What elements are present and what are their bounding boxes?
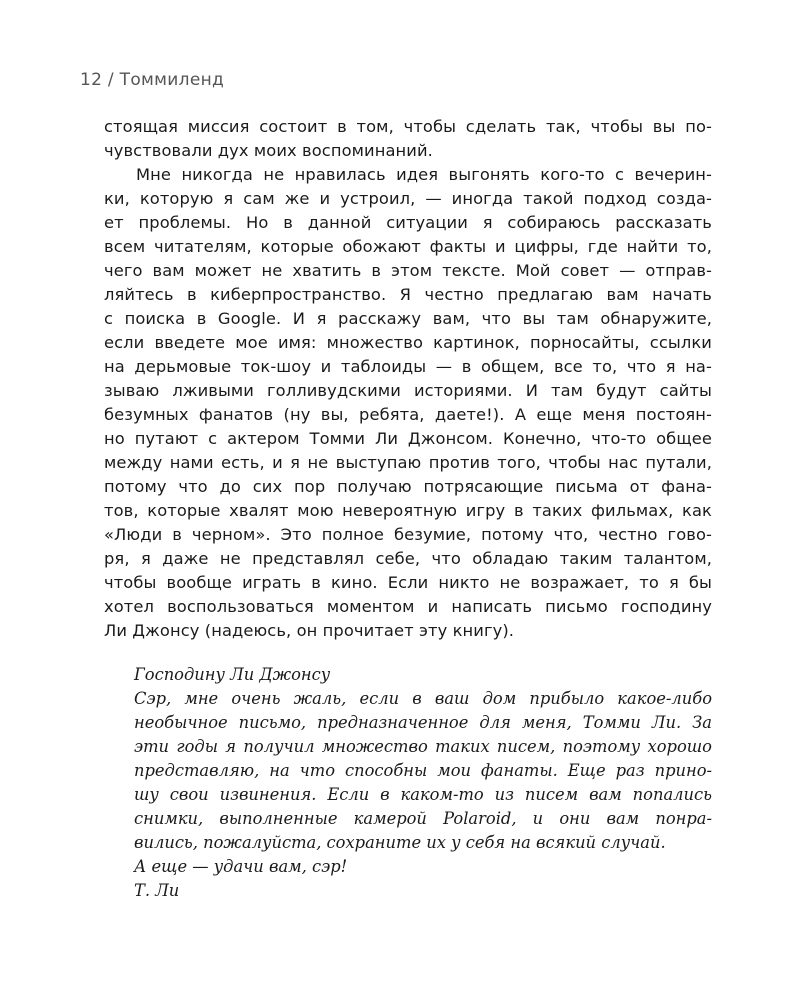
body-line: ря, я даже не представлял себе, что обладаю таким талантом,	[104, 549, 712, 568]
letter-line: снимки, выполненные камерой Polaroid, и они вам понра-	[134, 809, 712, 828]
body-line: Мне никогда не нравилась идея выгонять кого-то с вечерин-	[136, 165, 712, 184]
letter-line: А еще — удачи вам, сэр!	[134, 857, 348, 876]
body-line: ет проблемы. Но в данной ситуации я собираюсь рассказать	[104, 213, 712, 232]
letter-line: эти годы я получил множество таких писем, поэтому хорошо	[134, 737, 712, 756]
body-line: тов, которые хвалят мою невероятную игру в таких фильмах, как	[104, 501, 712, 520]
body-line: Ли Джонсу (надеюсь, он прочитает эту книгу).	[104, 621, 515, 640]
body-line: хотел воспользоваться моментом и написать письмо господину	[104, 597, 712, 616]
body-line: чтобы вообще играть в кино. Если никто не возражает, то я бы	[104, 573, 712, 592]
body-line: чувствовали дух моих воспоминаний.	[104, 141, 433, 160]
body-line: зываю лживыми голливудскими историями. И там будут сайты	[104, 381, 712, 400]
body-line: чего вам может не хватить в этом тексте. Мой совет — отправ-	[104, 261, 712, 280]
letter-signature: Т. Ли	[134, 881, 180, 900]
body-line: всем читателям, которые обожают факты и цифры, где найти то,	[104, 237, 712, 256]
letter-line: представляю, на что способны мои фанаты. Еще раз прино-	[134, 761, 712, 780]
body-text	[104, 115, 712, 643]
running-head: 12 / Томмиленд	[80, 70, 225, 90]
body-line: с поиска в Google. И я расскажу вам, что вы там обнаружите,	[104, 309, 712, 328]
letter-line: необычное письмо, предназначенное для меня, Томми Ли. За	[134, 713, 712, 732]
body-line: но путают с актером Томми Ли Джонсом. Конечно, что-то общее	[104, 429, 712, 448]
body-line: на дерьмовые ток-шоу и таблоиды — в общем, все то, что я на-	[104, 357, 712, 376]
letter-salutation: Господину Ли Джонсу	[134, 665, 331, 684]
letter-line: Сэр, мне очень жаль, если в ваш дом прибыло какое-либо	[134, 689, 712, 708]
letter-block	[134, 663, 712, 903]
body-line: между нами есть, и я не выступаю против того, чтобы нас путали,	[104, 453, 712, 472]
body-line: если введете мое имя: множество картинок, порносайты, ссылки	[104, 333, 712, 352]
body-line: стоящая миссия состоит в том, чтобы сделать так, чтобы вы по-	[104, 117, 712, 136]
body-line: ляйтесь в киберпространство. Я честно предлагаю вам начать	[104, 285, 712, 304]
letter-line: вились, пожалуйста, сохраните их у себя на всякий случай.	[134, 833, 666, 852]
body-line: ки, которую я сам же и устроил, — иногда такой подход созда-	[104, 189, 712, 208]
letter-line: шу свои извинения. Если в каком-то из писем вам попались	[134, 785, 712, 804]
body-line: «Люди в черном». Это полное безумие, потому что, честно гово-	[104, 525, 712, 544]
body-line: безумных фанатов (ну вы, ребята, даете!). А еще меня постоян-	[104, 405, 712, 424]
body-line: потому что до сих пор получаю потрясающие письма от фана-	[104, 477, 712, 496]
